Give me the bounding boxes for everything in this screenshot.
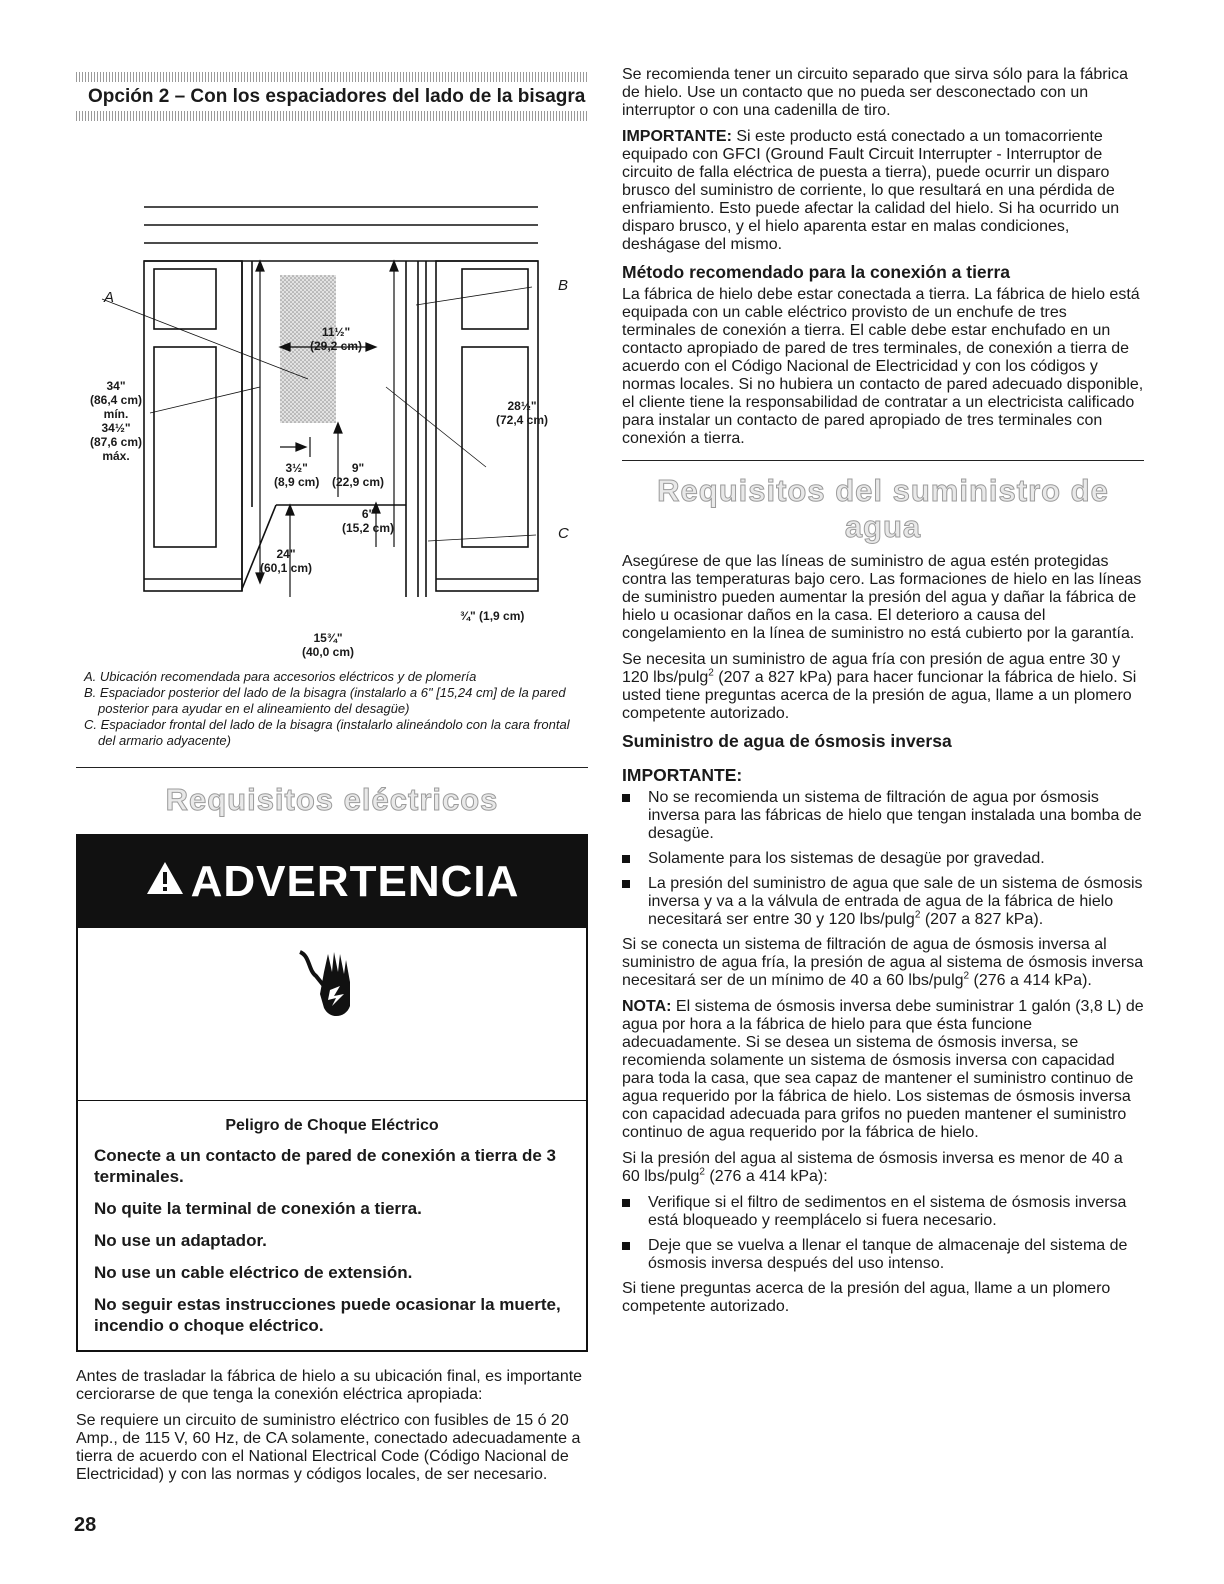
low-pressure-bullet-2-text: Deje que se vuelva a llenar el tanque de almacenaje del sistema de ósmosis inversa después del uso intenso. — [648, 1237, 1128, 1272]
gfci-label: IMPORTANTE: — [622, 128, 732, 145]
ro-bullet-1-text: No se recomienda un sistema de filtración de agua por ósmosis inversa para las fábricas de hielo que tengan instalada una bomba de desagüe. — [648, 789, 1142, 842]
left-column — [76, 72, 588, 1492]
hazard-title: Peligro de Choque Eléctrico — [225, 1117, 439, 1134]
low-pressure-bullet-1-text: Verifique si el filtro de sedimentos en el sistema de ósmosis inversa está bloqueado y reemplácelo si fuera necesario. — [648, 1194, 1127, 1229]
bullet-square-icon — [622, 794, 630, 802]
ro-para-2a: Si la presión del agua al sistema de ósmosis inversa es menor de 40 a 60 lbs/pulg — [622, 1150, 1123, 1185]
height-24-label — [260, 547, 312, 575]
depth-28-cm: (72,4 cm) — [496, 413, 549, 427]
label-a: A — [104, 289, 115, 306]
height-label — [86, 379, 146, 463]
warning-line-1: Conecte a un contacto de pared de conexión a tierra de 3 terminales. — [94, 1146, 556, 1186]
label-c: C — [558, 525, 569, 542]
height-max-cm: (87,6 cm) — [89, 435, 143, 449]
ro-bullet-3a: La presión del suministro de agua que sale de un sistema de ósmosis inversa y va a la válvula de entrada de agua de la fábrica de hielo necesitará ser entre 30 y 120 lbs/pulg — [648, 875, 1143, 928]
important-heading: IMPORTANTE: — [622, 765, 743, 785]
electric-shock-hand-icon — [294, 946, 374, 1026]
ro-bullet-2-text: Solamente para los sistemas de desagüe por gravedad. — [648, 850, 1045, 867]
ro-heading: Suministro de agua de ósmosis inversa — [622, 731, 952, 751]
gfci-para — [622, 128, 1144, 254]
warning-line-2: No quite la terminal de conexión a tierra. — [94, 1199, 422, 1218]
ro-para-2b: (276 a 414 kPa): — [704, 1168, 828, 1185]
sup-2: 2 — [914, 909, 921, 921]
circuit-para: Se recomienda tener un circuito separado que sirva sólo para la fábrica de hielo. Use un contacto que no pueda ser desconectado con un interruptor o con una cadenilla de tiro. — [622, 66, 1129, 119]
ro-para-2 — [622, 1150, 1144, 1186]
diagram-drawing — [76, 127, 588, 597]
nota-text: El sistema de ósmosis inversa debe suministrar 1 galón (3,8 L) de agua por hora a la fábrica de hielo para que ésta funcione adecuadamente. Si se desea un sistema de ósmosis inversa, se recomienda solamente un sistema de ósmosis inversa con capacidad para toda la casa, que sea capaz de mantener el suministro continuo de agua requerido por la fábrica de hielo. Los sistemas de ósmosis inversa con capacidad adecuada para grifos no pueden mantener el suministro continuo de agua requerido por la fábrica de hielo. — [622, 998, 1144, 1141]
bullet-square-icon — [622, 1242, 630, 1250]
electric-para-1: Antes de trasladar la fábrica de hielo a su ubicación final, es importante cerciorarse de que tenga la conexión eléctrica apropiada: — [76, 1368, 583, 1403]
height-min-cm: (86,4 cm) — [89, 393, 143, 407]
ro-para-1b: (276 a 414 kPa). — [969, 972, 1092, 989]
height-9-label — [332, 461, 384, 489]
sup-2: 2 — [699, 1166, 705, 1178]
grounding-heading: Método recomendado para la conexión a tierra — [622, 262, 1011, 282]
nota-para — [622, 998, 1144, 1142]
water-para-1: Asegúrese de que las líneas de suministro de agua estén protegidas contra las temperaturas bajo cero. Las formaciones de hielo en las líneas de suministro pueden aumentar la presión del agua y dañar la fábrica de hielo u ocasionar daños en la casa. El deterioro a causa del congelamiento en la línea de suministro no está cubierto por la garantía. — [622, 553, 1142, 642]
bullet-square-icon — [622, 880, 630, 888]
width-11-label — [310, 325, 362, 353]
warning-line-5: No seguir estas instrucciones puede ocasionar la muerte, incendio o choque eléctrico. — [94, 1295, 561, 1335]
warning-triangle-icon — [145, 857, 185, 907]
page-number: 28 — [74, 1514, 97, 1536]
right-column — [622, 66, 1144, 1324]
installation-diagram — [76, 127, 588, 659]
caption-c: C. Espaciador frontal del lado de la bisagra (instalarlo alineándolo con la cara frontal del armario adyacente) — [84, 717, 570, 748]
ro-para-1a: Si se conecta un sistema de filtración de agua de ósmosis inversa al suministro de agua fría, la presión de agua al sistema de ósmosis inversa necesitará ser de un mínimo de 40 a 60 lbs/pulg — [622, 936, 1144, 989]
diagram-captions — [84, 669, 588, 749]
height-min: 34" — [106, 379, 126, 393]
warning-title: ADVERTENCIA — [190, 857, 520, 906]
height-24: 24" — [276, 547, 296, 561]
height-6-cm: (15,2 cm) — [342, 521, 395, 535]
section-title-water: Requisitos del suministro de agua — [657, 473, 1109, 544]
width-3: 3½" — [285, 461, 308, 475]
warning-box — [76, 834, 588, 1352]
electric-text — [76, 1368, 588, 1484]
water-para-2a: Se necesita un suministro de agua fría con presión de agua entre 30 y 120 lbs/pulg — [622, 651, 1121, 686]
sup-2: 2 — [963, 970, 970, 982]
water-para-2 — [622, 651, 1144, 723]
warning-header — [78, 836, 586, 928]
width-34-label: ¾" (1,9 cm) — [460, 609, 525, 623]
ro-para-1 — [622, 936, 1144, 990]
max-word: máx. — [102, 449, 130, 463]
width-3-label — [274, 461, 319, 489]
caption-a: A. Ubicación recomendada para accesorios eléctricos y de plomería — [84, 669, 477, 684]
width-3-cm: (8,9 cm) — [274, 475, 320, 489]
width-15: 15¾" — [313, 631, 343, 645]
sup-2: 2 — [708, 667, 714, 679]
warning-line-3: No use un adaptador. — [94, 1231, 267, 1250]
warning-icon-area — [78, 942, 586, 1101]
height-9-cm: (22,9 cm) — [332, 475, 385, 489]
grounding-para: La fábrica de hielo debe estar conectada a tierra. La fábrica de hielo está equipada con un cable eléctrico provisto de un enchufe de tres terminales de conexión a tierra. El cable debe estar enchufado en un contacto apropiado de pared de tres terminales, de conexión a tierra de acuerdo con el Código Nacional de Electricidad y con los códigos y normas locales. Si no hubiera un contacto de pared adecuado disponible, el cliente tiene la responsabilidad de contratar a un electricista calificado para instalar un contacto de pared apropiado de tres terminales con conexión a tierra. — [622, 286, 1144, 447]
height-24-cm: (60,1 cm) — [260, 561, 313, 575]
final-para: Si tiene preguntas acerca de la presión del agua, llame a un plomero competente autorizado. — [622, 1280, 1111, 1315]
nota-label: NOTA: — [622, 998, 672, 1015]
ro-bullet-2 — [622, 850, 1144, 868]
width-11-cm: (29,2 cm) — [310, 339, 363, 353]
ro-bullet-3 — [622, 875, 1144, 929]
height-max: 34½" — [101, 421, 131, 435]
depth-28-label — [496, 399, 548, 427]
bullet-square-icon — [622, 1199, 630, 1207]
ro-bullet-1 — [622, 789, 1144, 843]
water-para-2b: (207 a 827 kPa) para hacer funcionar la fábrica de hielo. Si usted tiene preguntas acerca de la presión de agua, llame a un plomero competente autorizado. — [622, 669, 1137, 722]
height-9: 9" — [351, 461, 365, 475]
height-6-label — [342, 507, 394, 535]
divider-right — [622, 460, 1144, 461]
hatch-rule-top — [76, 72, 588, 82]
warning-line-4: No use un cable eléctrico de extensión. — [94, 1263, 413, 1282]
ro-bullet-3-text — [648, 875, 1144, 929]
ro-bullet-3b: (207 a 827 kPa). — [920, 911, 1044, 928]
depth-28: 28½" — [507, 399, 537, 413]
section-title-electric: Requisitos eléctricos — [165, 782, 499, 817]
min-word: mín. — [103, 407, 129, 421]
gfci-text: Si este producto está conectado a un tomacorriente equipado con GFCI (Ground Fault Circuit Interrupter - Interruptor de circuito de falla eléctrica de puesta a tierra), puede ocurrir un disparo brusco del suministro de corriente, lo que resultará en una pérdida de enfriamiento. Esto puede afectar la calidad del hielo. Si ha ocurrido un disparo brusco, y el hielo aparenta estar en malas condiciones, deshágase del mismo. — [622, 128, 1120, 253]
width-15-cm: (40,0 cm) — [302, 645, 355, 659]
width-11: 11½" — [321, 325, 351, 339]
electric-para-2: Se requiere un circuito de suministro eléctrico con fusibles de 15 ó 20 Amp., de 115 V, 60 Hz, de CA solamente, conectado adecuadamente a tierra de acuerdo con el National Electrical Code (Código Nacional de Electricidad) y con las normas y códigos locales, de ser necesario. — [76, 1412, 581, 1483]
option-title: Opción 2 – Con los espaciadores del lado de la bisagra — [88, 86, 586, 107]
low-pressure-bullet-2 — [622, 1237, 1144, 1273]
divider — [76, 767, 588, 768]
caption-b: B. Espaciador posterior del lado de la bisagra (instalarlo a 6" [15,24 cm] de la pared posterior para ayudar en el alineamiento del desagüe) — [84, 685, 566, 716]
label-b: B — [558, 277, 569, 294]
bullet-square-icon — [622, 855, 630, 863]
hatch-rule-bottom — [76, 111, 588, 121]
low-pressure-bullet-1 — [622, 1194, 1144, 1230]
width-15-label — [302, 631, 354, 659]
height-6: 6" — [361, 507, 375, 521]
warning-body — [78, 928, 586, 1350]
